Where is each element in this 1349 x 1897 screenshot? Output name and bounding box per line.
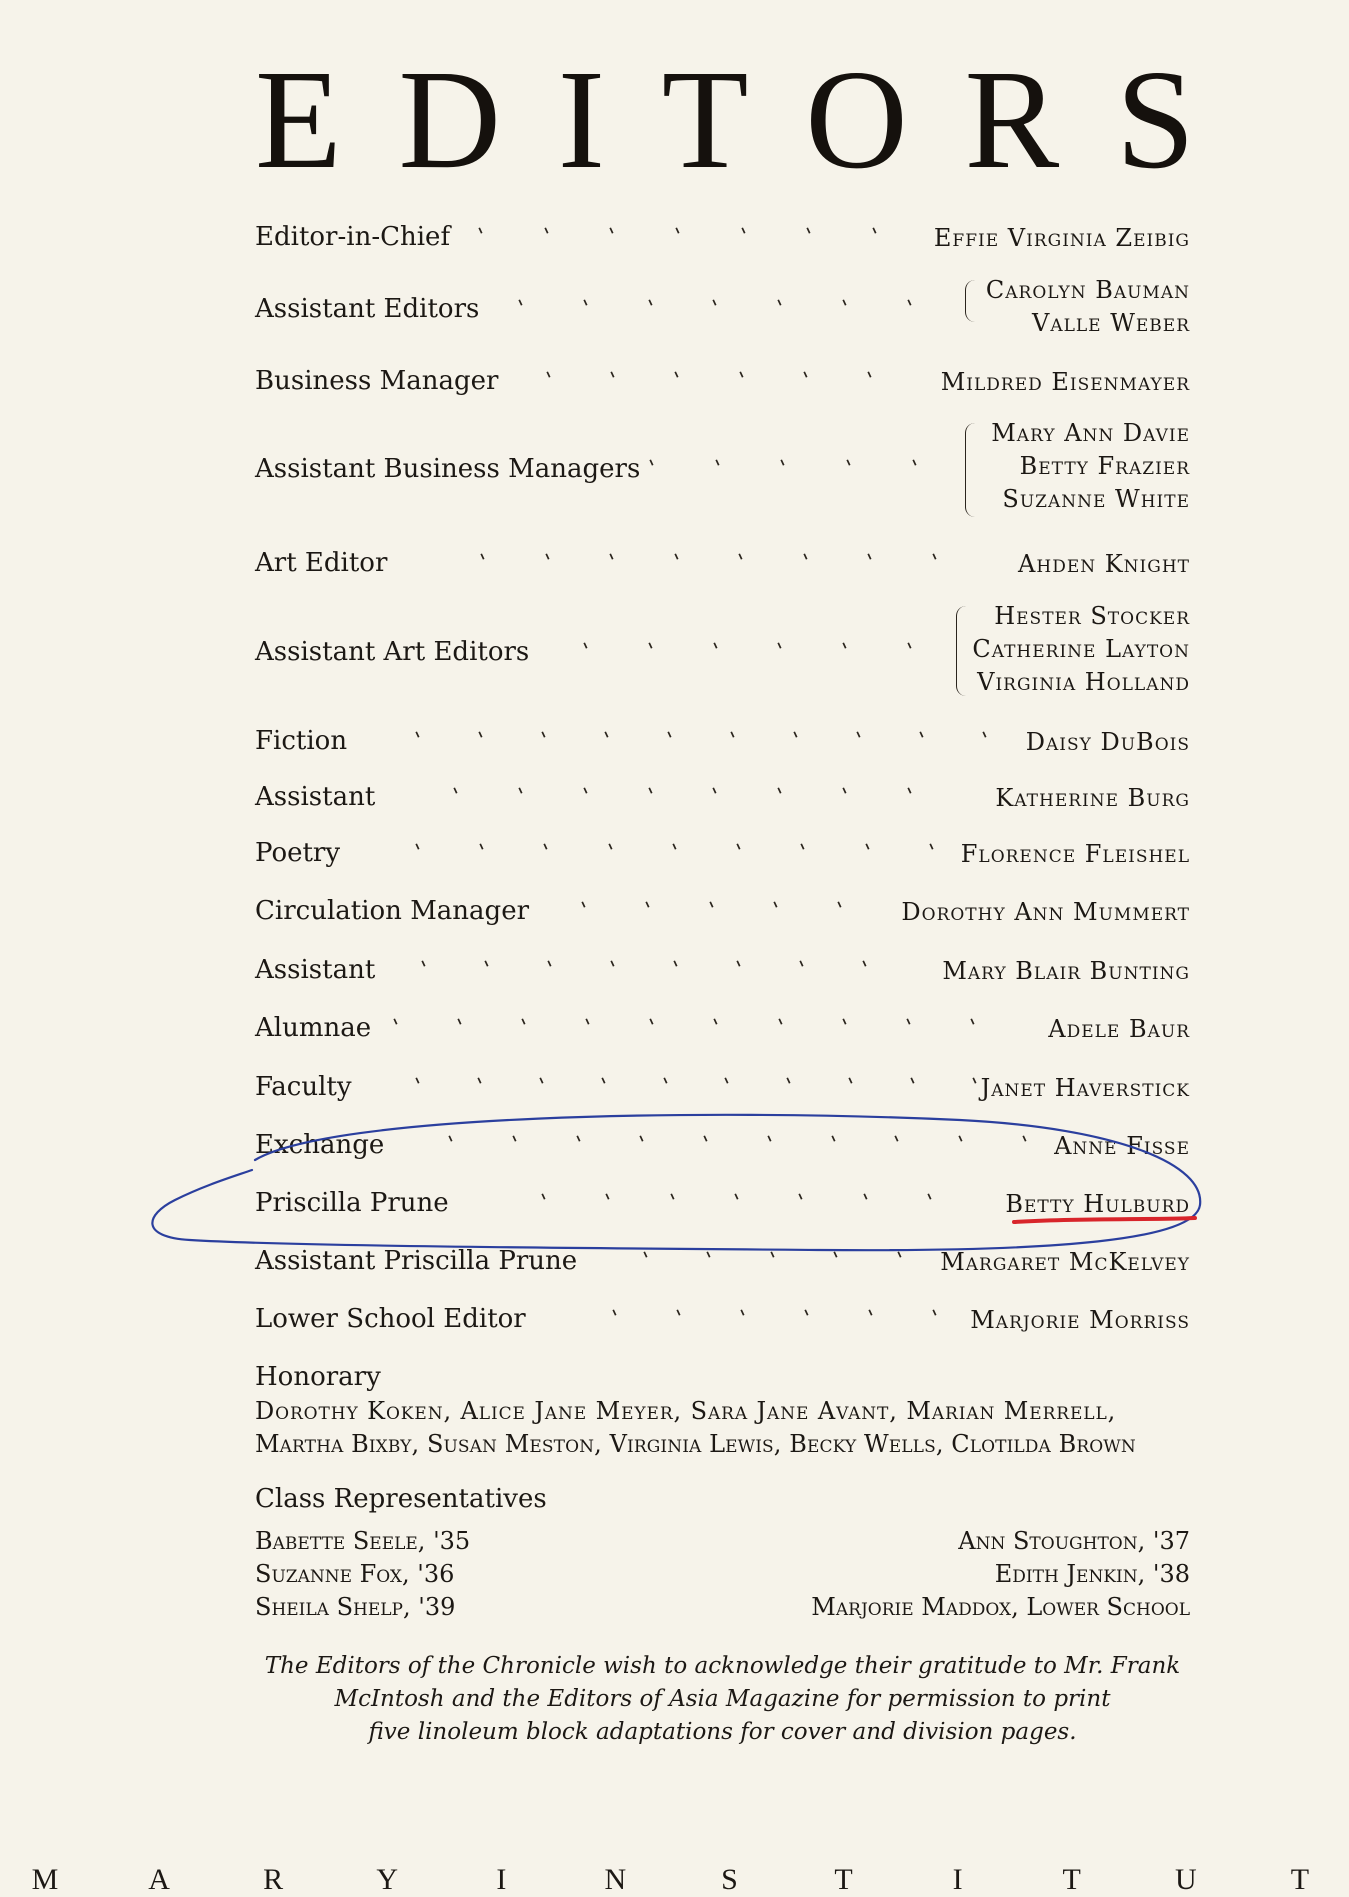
leader-dots [640, 1247, 911, 1274]
class-representatives-heading: Class Representatives [255, 1484, 547, 1514]
role-label: Assistant Art Editors [255, 637, 530, 667]
leader-dots [475, 223, 886, 250]
leader-dot: ' [672, 223, 689, 250]
leader-dot: ' [515, 783, 532, 810]
rep-name: Suzanne Fox, '36 [255, 1560, 455, 1588]
editor-names [986, 274, 1190, 340]
leader-dot: ' [673, 1305, 690, 1332]
leader-dots [543, 367, 881, 394]
leader-dots [580, 638, 921, 665]
editor-name: Dorothy Ann Mummert [901, 898, 1190, 926]
leader-dot: ' [907, 1073, 924, 1100]
leader-dot: ' [644, 783, 661, 810]
leader-dot: ' [902, 1014, 920, 1041]
leader-dot: ' [606, 223, 623, 250]
leader-dot: ' [764, 1131, 781, 1158]
editor-name: Hester Stocker [994, 602, 1190, 630]
leader-dot: ' [700, 1131, 717, 1158]
leader-dot: ' [646, 1014, 663, 1041]
editor-name: Virginia Holland [977, 668, 1190, 696]
leader-dot: ' [839, 783, 856, 810]
leader-dot: ' [477, 549, 494, 576]
editor-name: Catherine Layton [972, 635, 1190, 663]
honorary-line: Dorothy Koken, Alice Jane Meyer, Sara Jane Avant, Marian Merrell, [255, 1397, 1117, 1425]
leader-dot: ' [540, 223, 557, 250]
role-label: Exchange [255, 1130, 385, 1160]
leader-dot: ' [659, 1073, 676, 1100]
leader-dot: ' [967, 1014, 984, 1041]
leader-dot: ' [579, 783, 596, 810]
leader-dot: ' [735, 367, 752, 394]
leader-dot: ' [541, 549, 558, 576]
leader-dot: ' [607, 367, 624, 394]
footer-letter: U [1174, 1863, 1197, 1896]
leader-dot: ' [864, 367, 881, 394]
footer-letter: I [496, 1863, 507, 1896]
leader-dot: ' [543, 367, 560, 394]
editor-names [961, 838, 1190, 871]
leader-dot: ' [767, 1247, 784, 1274]
leader-dot: ' [412, 1073, 429, 1100]
reps-left-column [255, 1525, 470, 1624]
brace-mark [965, 423, 978, 517]
leader-dot: ' [865, 1305, 882, 1332]
footer-letter: I [952, 1863, 963, 1896]
leader-dot: ' [839, 295, 856, 322]
leader-dot: ' [864, 549, 881, 576]
leader-dot: ' [454, 1014, 471, 1041]
leader-dot: ' [904, 638, 921, 665]
editor-names [1018, 548, 1190, 581]
leader-dot: ' [830, 1247, 847, 1274]
leader-dot: ' [580, 295, 597, 322]
role-label: Faculty [255, 1072, 352, 1102]
leader-dot: ' [904, 295, 921, 322]
leader-dot: ' [644, 638, 662, 665]
leader-dot: ' [926, 839, 943, 866]
leader-dot: ' [515, 295, 532, 322]
role-label: Assistant Priscilla Prune [255, 1246, 578, 1276]
role-label: Editor-in-Chief [255, 222, 451, 252]
editor-name: Margaret McKelvey [940, 1248, 1190, 1276]
title-letter: S [1115, 40, 1195, 198]
leader-dot: ' [774, 1014, 791, 1041]
leader-dot: ' [540, 839, 557, 866]
leader-dot: ' [475, 223, 492, 250]
leader-dots [412, 727, 996, 754]
leader-dot: ' [801, 1305, 818, 1332]
leader-dot: ' [827, 1131, 844, 1158]
title-letter: E [255, 40, 342, 198]
leader-dot: ' [727, 727, 744, 754]
leader-dot: ' [390, 1014, 407, 1041]
leader-dot: ' [474, 1073, 491, 1100]
leader-dot: ' [834, 897, 851, 924]
leader-dot: ' [669, 839, 686, 866]
leader-dots [390, 1014, 984, 1041]
leader-dot: ' [670, 549, 687, 576]
leader-dot: ' [544, 956, 561, 983]
rep-name: Marjorie Maddox, Lower School [811, 1593, 1190, 1621]
leader-dot: ' [597, 1073, 614, 1100]
editor-name: Carolyn Bauman [985, 275, 1190, 304]
leader-dots [578, 897, 851, 924]
leader-dot: ' [859, 956, 876, 983]
title-letter: D [398, 40, 502, 198]
editor-name: Katherine Burg [995, 784, 1190, 812]
leader-dot: ' [861, 839, 878, 866]
leader-dot: ' [733, 956, 750, 983]
role-label: Lower School Editor [255, 1304, 526, 1334]
leader-dot: ' [582, 1014, 599, 1041]
editor-name: Betty Hulburd [1005, 1190, 1190, 1218]
leader-dots [445, 1131, 1036, 1158]
title-letter: I [557, 40, 606, 198]
leader-dots [646, 455, 926, 482]
leader-dot: ' [601, 727, 618, 754]
leader-dot: ' [709, 295, 726, 322]
leader-dot: ' [607, 956, 624, 983]
leader-dot: ' [731, 1189, 748, 1216]
editor-names [972, 600, 1190, 699]
editor-names [991, 417, 1190, 516]
leader-dot: ' [481, 956, 498, 983]
footer-letter: Y [376, 1863, 399, 1896]
leader-dot: ' [666, 1189, 683, 1216]
leader-dot: ' [538, 1189, 555, 1216]
title-letter: T [661, 40, 749, 198]
rep-name: Ann Stoughton, '37 [958, 1527, 1190, 1555]
editor-name: Janet Haverstick [980, 1074, 1190, 1102]
leader-dot: ' [508, 1131, 526, 1158]
leader-dot: ' [843, 455, 860, 482]
leader-dots [412, 839, 943, 866]
leader-dot: ' [671, 367, 688, 394]
editor-name: Marjorie Morriss [970, 1306, 1190, 1334]
footer-letter: T [1290, 1863, 1310, 1896]
acknowledgement [255, 1650, 1190, 1749]
editor-name: Anne Fisse [1054, 1132, 1190, 1160]
title-letter: O [805, 40, 908, 198]
leader-dot: ' [800, 549, 817, 576]
page-title [255, 40, 1195, 198]
leader-dot: ' [838, 1014, 855, 1041]
acknowledgement-line: five linoleum block adaptations for cover and division pages. [368, 1719, 1077, 1745]
leader-dot: ' [969, 1073, 986, 1100]
editor-name: Daisy DuBois [1025, 728, 1190, 756]
role-label: Assistant [255, 955, 376, 985]
leader-dot: ' [774, 638, 791, 665]
footer-letter: T [834, 1863, 853, 1896]
leader-dot: ' [664, 727, 681, 754]
rep-name: Babette Seele, '35 [255, 1527, 471, 1555]
editor-names [934, 222, 1190, 255]
leader-dot: ' [602, 1189, 619, 1216]
footer-letter: M [31, 1863, 59, 1896]
brace-mark [956, 606, 969, 696]
leader-dot: ' [737, 1305, 754, 1332]
leader-dot: ' [412, 839, 429, 866]
title-letter: R [964, 40, 1060, 198]
leader-dot: ' [799, 367, 817, 394]
leader-dot: ' [535, 1073, 553, 1100]
leader-dot: ' [929, 1305, 946, 1332]
editor-name: Suzanne White [1002, 485, 1190, 513]
editor-names [1054, 1130, 1190, 1163]
leader-dot: ' [1019, 1131, 1036, 1158]
leader-dot: ' [891, 1131, 908, 1158]
leader-dot: ' [572, 1131, 589, 1158]
editor-names [981, 1072, 1190, 1105]
role-label: Business Manager [255, 366, 499, 396]
leader-dots [412, 1073, 986, 1100]
leader-dot: ' [580, 638, 597, 665]
leader-dot: ' [777, 455, 794, 482]
leader-dot: ' [412, 727, 429, 754]
leader-dot: ' [737, 223, 754, 250]
acknowledgement-line: McIntosh and the Editors of Asia Magazine for permission to print [334, 1686, 1111, 1712]
role-label: Art Editor [255, 548, 388, 578]
leader-dot: ' [518, 1014, 535, 1041]
editor-name: Mary Ann Davie [991, 419, 1190, 447]
leader-dot: ' [803, 223, 820, 250]
leader-dot: ' [853, 727, 870, 754]
leader-dot: ' [578, 897, 595, 924]
leader-dot: ' [929, 549, 946, 576]
leader-dots [538, 1189, 941, 1216]
role-label: Circulation Manager [255, 896, 530, 926]
editor-name: Effie Virginia Zeibig [933, 224, 1190, 252]
leader-dot: ' [476, 839, 493, 866]
leader-dot: ' [909, 455, 926, 482]
leader-dot: ' [709, 638, 726, 665]
footer-letter: A [148, 1863, 170, 1896]
leader-dot: ' [604, 839, 621, 866]
leader-dot: ' [774, 783, 791, 810]
editor-names [942, 955, 1190, 988]
editor-names [970, 1304, 1190, 1337]
editor-names [940, 1246, 1190, 1279]
leader-dots [609, 1305, 946, 1332]
role-label: Alumnae [255, 1013, 372, 1043]
leader-dot: ' [709, 783, 726, 810]
footer-letter: T [1062, 1863, 1081, 1896]
leader-dots [418, 956, 876, 983]
leader-dot: ' [418, 956, 435, 983]
footer-letter: N [604, 1863, 627, 1896]
leader-dot: ' [703, 1247, 720, 1274]
leader-dot: ' [955, 1131, 972, 1158]
leader-dots [477, 549, 946, 576]
editor-names [941, 366, 1190, 399]
honorary-line: Martha Bixby, Susan Meston, Virginia Lewis, Becky Wells, Clotilda Brown [255, 1430, 1136, 1458]
reps-right-column [811, 1525, 1190, 1624]
editor-names [1005, 1188, 1190, 1221]
leader-dot: ' [538, 727, 555, 754]
leader-dot: ' [916, 727, 933, 754]
honorary-heading: Honorary [255, 1362, 381, 1392]
editor-name: Valle Weber [1031, 308, 1190, 337]
leader-dot: ' [774, 295, 791, 322]
editor-names [901, 896, 1190, 929]
leader-dot: ' [644, 295, 661, 322]
editor-name: Adele Baur [1048, 1015, 1190, 1043]
role-label: Fiction [255, 726, 348, 756]
leader-dot: ' [640, 1247, 657, 1274]
leader-dot: ' [869, 223, 886, 250]
leader-dot: ' [735, 549, 752, 576]
brace-mark [965, 280, 978, 322]
editor-names [1048, 1013, 1190, 1046]
leader-dot: ' [770, 897, 787, 924]
leader-dot: ' [475, 727, 492, 754]
role-label: Priscilla Prune [255, 1188, 449, 1218]
leader-dot: ' [670, 956, 687, 983]
editor-names [1026, 726, 1190, 759]
footer-running-title [30, 1863, 1315, 1897]
role-label: Assistant [255, 782, 376, 812]
leader-dot: ' [609, 1305, 626, 1332]
leader-dot: ' [845, 1073, 862, 1100]
leader-dot: ' [646, 455, 663, 482]
leader-dot: ' [783, 1073, 800, 1100]
leader-dot: ' [839, 638, 856, 665]
editor-name: Mildred Eisenmayer [940, 368, 1190, 396]
leader-dot: ' [642, 897, 659, 924]
leader-dot: ' [904, 783, 921, 810]
editor-names [995, 782, 1190, 815]
editor-name: Florence Fleishel [960, 840, 1190, 868]
leader-dot: ' [797, 839, 814, 866]
footer-letter: S [721, 1863, 738, 1896]
rep-name: Edith Jenkin, '38 [994, 1560, 1190, 1588]
role-label: Assistant Business Managers [255, 454, 641, 484]
footer-letter: R [263, 1863, 284, 1896]
leader-dot: ' [450, 783, 467, 810]
leader-dot: ' [924, 1189, 941, 1216]
leader-dot: ' [733, 839, 750, 866]
leader-dot: ' [894, 1247, 911, 1274]
rep-name: Sheila Shelp, '39 [255, 1593, 456, 1621]
leader-dot: ' [606, 549, 623, 576]
leader-dot: ' [859, 1189, 876, 1216]
leader-dots [515, 295, 921, 322]
honorary-list [255, 1395, 1190, 1461]
leader-dot: ' [796, 956, 813, 983]
leader-dot: ' [445, 1131, 462, 1158]
editor-name: Ahden Knight [1018, 550, 1190, 578]
acknowledgement-line: The Editors of the Chronicle wish to acknowledge their gratitude to Mr. Frank [264, 1653, 1181, 1679]
role-label: Poetry [255, 838, 341, 868]
leader-dot: ' [790, 727, 807, 754]
leader-dot: ' [711, 455, 729, 482]
leader-dot: ' [979, 727, 996, 754]
role-label: Assistant Editors [255, 294, 480, 324]
leader-dot: ' [706, 897, 723, 924]
leader-dots [450, 783, 921, 810]
editor-name: Betty Frazier [1019, 452, 1190, 480]
editor-name: Mary Blair Bunting [942, 957, 1190, 985]
leader-dot: ' [721, 1073, 738, 1100]
leader-dot: ' [710, 1014, 727, 1041]
leader-dot: ' [636, 1131, 653, 1158]
leader-dot: ' [795, 1189, 812, 1216]
